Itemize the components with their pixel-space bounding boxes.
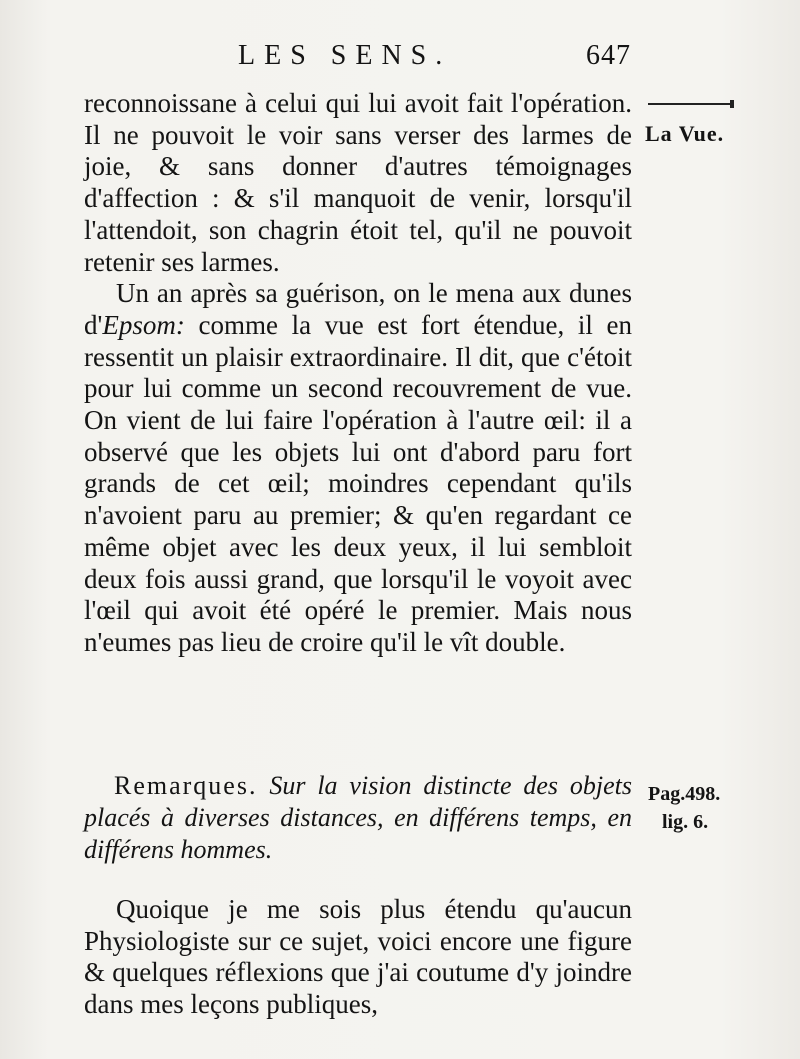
margin-reference-page: Pag.498. bbox=[648, 783, 721, 805]
margin-section-label: La Vue. bbox=[645, 121, 725, 146]
paragraph-quoique: Quoique je me sois plus étendu qu'aucun Physiologiste sur ce sujet, voici encore une figure & quelques réflexions que j'ai coutume d'y joindre dans mes leçons publiques, bbox=[84, 894, 632, 1020]
margin-reference-line: lig. 6. bbox=[662, 811, 709, 833]
running-title: LES SENS. bbox=[238, 40, 452, 71]
place-name: Epsom: bbox=[102, 309, 185, 340]
remarques-subtitle: Sur la vision distincte des objets placés à diverses distances, en différens temps, en différens hommes. bbox=[84, 771, 632, 864]
paragraph-lead: Un an après sa guérison, on le mena aux dunes d' bbox=[84, 278, 632, 340]
margin-rule bbox=[648, 103, 730, 105]
closing-text bbox=[84, 894, 632, 1021]
page-number: 647 bbox=[586, 40, 631, 71]
remarques-title: Remarques. bbox=[114, 771, 258, 800]
remarques-heading bbox=[84, 770, 632, 866]
margin-page-reference bbox=[648, 780, 720, 836]
paragraph-continued: reconnoissane à celui qui lui avoit fait l'opération. Il ne pouvoit le voir sans verser des larmes de joie, & sans donner d'autres témoignages d'affection : & s'il manquoit de venir, lorsqu'il l'attendoit, son chagrin étoit tel, qu'il ne pouvoit retenir ses larmes. bbox=[84, 88, 632, 277]
remarques-section bbox=[84, 770, 632, 866]
body-text bbox=[84, 88, 632, 659]
running-header bbox=[238, 40, 638, 76]
paragraph-rest: comme la vue est fort étendue, il en ressentit un plaisir extraordinaire. Il dit, que c'étoit pour lui comme un second recouvrement de vue. On vient de lui faire l'opération à l'autre œil: il a observé que les objets lui ont d'abord paru fort grands de cet œil; moindres cependant qu'ils n'avoient paru au premier; & qu'en regardant ce même objet avec les deux yeux, il lui sembloit deux fois aussi grand, que lorsqu'il le voyoit avec l'œil qui avoit été opéré le premier. Mais nous n'eumes pas lieu de croire qu'il le vît double. bbox=[84, 309, 632, 657]
paragraph-epsom bbox=[84, 278, 632, 658]
